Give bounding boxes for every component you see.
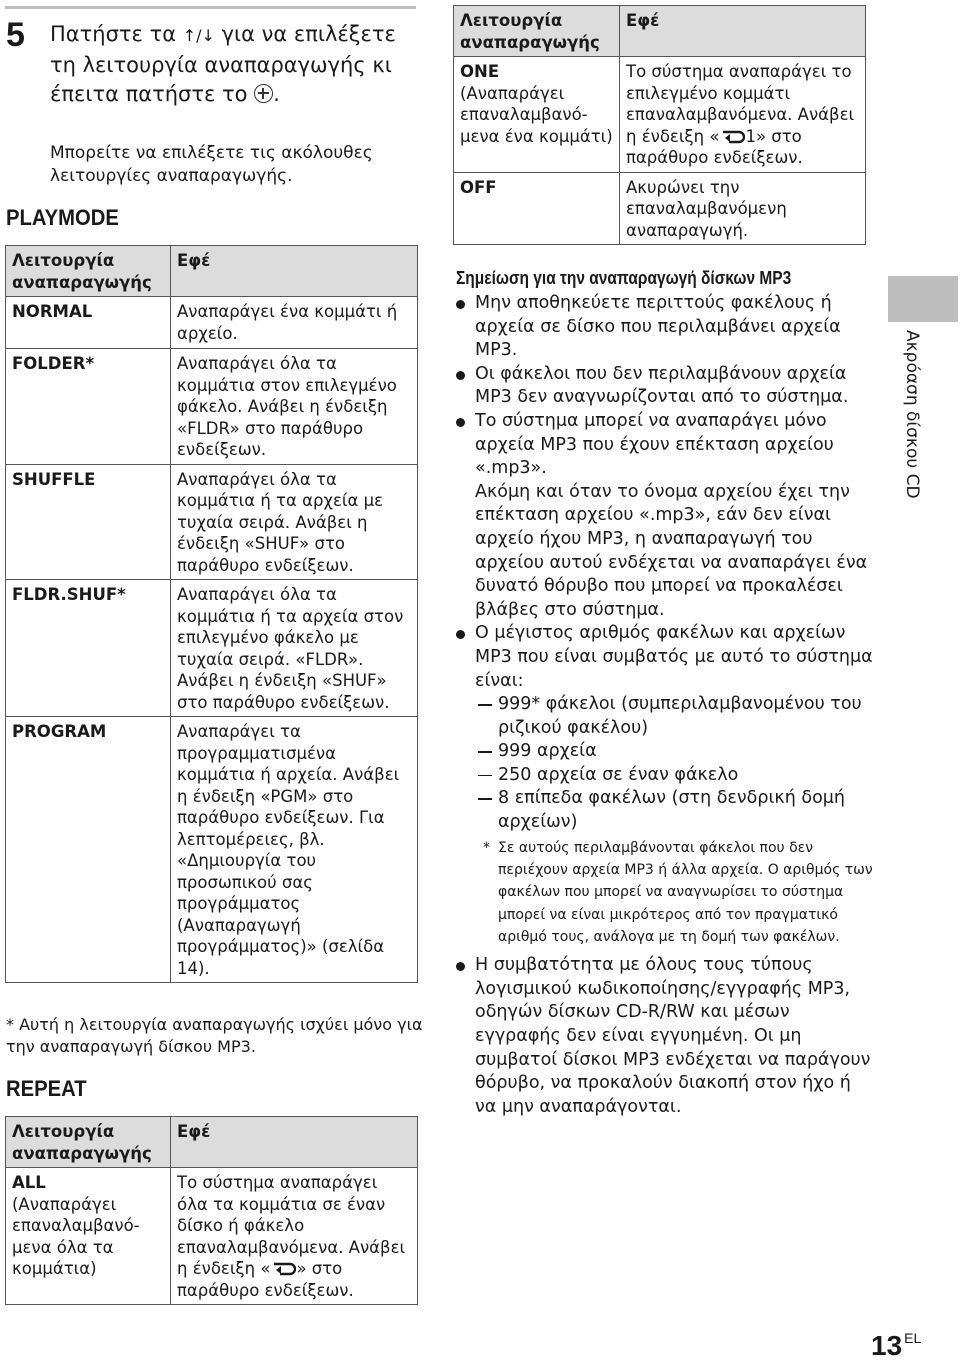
limits-list <box>475 693 875 835</box>
repeat-header-row <box>454 6 866 57</box>
effect-cell: Αναπαράγει ένα κομμάτι ή αρχείο. <box>171 297 418 349</box>
dash-item: 999* φάκελοι (συμπεριλαμβανομένου του ριζικού φακέλου) <box>475 693 875 740</box>
playmode-table <box>5 245 418 983</box>
repeat-one-icon <box>719 130 745 144</box>
table-row <box>454 172 866 245</box>
effect-cell <box>620 57 866 173</box>
side-tab-label: Ακρόαση δίσκου CD <box>902 330 922 499</box>
col-mode-header: Λειτουργία αναπαραγωγής <box>454 6 620 57</box>
repeat-header-row <box>6 1117 418 1168</box>
folder-footnote-text: Σε αυτούς περιλαμβάνονται φάκελοι που δεν περιέχουν αρχεία MP3 ή άλλα αρχεία. Ο αριθμός των φακέλων που μπορεί να αναγνωρίσει το σύστημα μπορεί να είναι μικρότερος από τον πραγματικό αριθμό τους, ανάλογα με τη δομή των φακέλων. <box>498 839 873 945</box>
enter-button-icon <box>254 84 273 103</box>
dash-item: 999 αρχεία <box>475 740 875 764</box>
table-row <box>454 57 866 173</box>
step-text-c: . <box>273 82 280 106</box>
table-row <box>6 464 418 580</box>
playmode-footnote: * Αυτή η λειτουργία αναπαραγωγής ισχύει μόνο για την αναπαραγωγή δίσκου MP3. <box>6 1015 423 1056</box>
up-down-arrows-icon: ↑/↓ <box>182 26 215 45</box>
dash-item: 250 αρχεία σε έναν φάκελο <box>475 764 875 788</box>
step-number: 5 <box>6 16 25 54</box>
mode-cell: FOLDER* <box>6 349 171 465</box>
step-instruction <box>50 20 410 110</box>
effect-all-text-a: Το σύστημα αναπαράγει όλα τα κομμάτια σε έναν δίσκο ή φάκελο επαναλαμβανόμενα. Ανάβει η ένδειξη « <box>177 1173 406 1278</box>
col-effect-header: Εφέ <box>171 1117 418 1168</box>
repeat-table-part1 <box>5 1116 418 1305</box>
effect-cell: Αναπαράγει τα προγραμματισμένα κομμάτια ή αρχεία. Ανάβει η ένδειξη «PGM» στο παράθυρο ενδείξεων. Για λεπτομέρειες, βλ. «Δημιουργία του προσωπικού σας προγράμματος (Αναπαραγωγή προγράμματος)» (σελίδα 14). <box>171 717 418 983</box>
page-number <box>871 1330 921 1362</box>
mp3-note-list <box>455 292 875 1119</box>
effect-one-text-a: Το σύστημα αναπαράγει το επιλεγμένο κομμάτι επαναλαμβανόμενα. Ανάβει η ένδειξη « <box>626 62 855 146</box>
mode-cell <box>454 57 620 173</box>
effect-cell: Αναπαράγει όλα τα κομμάτια ή τα αρχεία με τυχαία σειρά. Ανάβει η ένδειξη «SHUF» στο παράθυρο ενδείξεων. <box>171 464 418 580</box>
step-text-b: για να επιλέξετε τη λειτουργία αναπαραγωγής κι έπειτα πατήστε το <box>50 22 396 106</box>
table-row <box>6 717 418 983</box>
repeat-icon <box>270 1262 296 1276</box>
effect-one-text-b: » στο παράθυρο ενδείξεων. <box>626 126 803 167</box>
col-effect-header: Εφέ <box>620 6 866 57</box>
asterisk-icon: * <box>483 839 490 856</box>
mode-one-desc: (Αναπαράγει επαναλαμβανό-μενα ένα κομμάτι) <box>460 83 613 146</box>
table-row <box>6 1168 418 1305</box>
folder-footnote <box>475 837 875 948</box>
mode-cell: OFF <box>454 172 620 245</box>
list-item: Οι φάκελοι που δεν περιλαμβάνουν αρχεία MP3 δεν αναγνωρίζονται από το σύστημα. <box>455 363 875 410</box>
bullet3-text-b: Ακόμη και όταν το όνομα αρχείου έχει την επέκταση αρχείου «.mp3», εάν δεν είναι αρχείο ήχου MP3, η αναπαραγωγή του αρχείου αυτού ενδέχεται να αναπαράγει ένα δυνατό θόρυβο που μπορεί να προκαλέσει βλάβες στο σύστημα. <box>475 481 868 620</box>
page-number-value: 13 <box>871 1330 903 1361</box>
bullet3-text-a: Το σύστημα μπορεί να αναπαράγει μόνο αρχεία MP3 που έχουν επέκταση αρχείου «.mp3». <box>475 410 834 479</box>
list-item: Η συμβατότητα με όλους τους τύπους λογισμικού κωδικοποίησης/εγγραφής MP3, οδηγών δίσκων CD-R/RW και μέσων εγγραφής δεν είναι εγγυημένη. Οι μη συμβατοί δίσκοι MP3 ενδέχεται να παράγουν θόρυβο, να προκαλούν διακοπή στον ήχο ή να μην αναπαράγονται. <box>455 954 875 1119</box>
mp3-note-heading: Σημείωση για την αναπαραγωγή δίσκων MP3 <box>456 268 792 288</box>
effect-all-text-b: » στο παράθυρο ενδείξεων. <box>177 1259 354 1300</box>
top-rule <box>5 6 416 9</box>
mode-all-desc: (Αναπαράγει επαναλαμβανό-μενα όλα τα κομμάτια) <box>12 1194 140 1278</box>
col-mode-header: Λειτουργία αναπαραγωγής <box>6 246 171 297</box>
list-item <box>455 622 875 948</box>
mode-cell: FLDR.SHUF* <box>6 580 171 717</box>
playmode-header-row <box>6 246 418 297</box>
effect-cell: Ακυρώνει την επαναλαμβανόμενη αναπαραγωγή. <box>620 172 866 245</box>
list-item <box>455 410 875 622</box>
effect-cell: Αναπαράγει όλα τα κομμάτια ή τα αρχεία στον επιλεγμένο φάκελο με τυχαία σειρά. «FLDR». Ανάβει η ένδειξη «SHUF» στο παράθυρο ενδείξεων. <box>171 580 418 717</box>
repeat-one-number: 1 <box>745 126 756 146</box>
side-tab-marker <box>888 276 958 322</box>
playmode-heading: PLAYMODE <box>6 205 119 230</box>
mode-cell <box>6 1168 171 1305</box>
table-row <box>6 349 418 465</box>
repeat-heading: REPEAT <box>6 1076 87 1101</box>
page-language-suffix: EL <box>904 1330 922 1346</box>
step-text-a: Πατήστε τα <box>50 22 183 46</box>
table-row <box>6 297 418 349</box>
mode-all: ALL <box>12 1173 46 1192</box>
col-effect-header: Εφέ <box>171 246 418 297</box>
effect-cell <box>171 1168 418 1305</box>
bullet4-text: Ο μέγιστος αριθμός φακέλων και αρχείων MP3 που είναι συμβατός με αυτό το σύστημα είναι: <box>475 623 873 691</box>
mode-cell: NORMAL <box>6 297 171 349</box>
mode-cell: PROGRAM <box>6 717 171 983</box>
list-item: Μην αποθηκεύετε περιττούς φακέλους ή αρχεία σε δίσκο που περιλαμβάνει αρχεία MP3. <box>455 292 875 363</box>
mode-cell: SHUFFLE <box>6 464 171 580</box>
step-subtext: Μπορείτε να επιλέξετε τις ακόλουθες λειτουργίες αναπαραγωγής. <box>50 143 373 186</box>
table-row <box>6 580 418 717</box>
effect-cell: Αναπαράγει όλα τα κομμάτια στον επιλεγμένο φάκελο. Ανάβει η ένδειξη «FLDR» στο παράθυρο ενδείξεων. <box>171 349 418 465</box>
repeat-table-part2 <box>453 5 866 245</box>
mode-one: ONE <box>460 62 500 81</box>
dash-item: 8 επίπεδα φακέλων (στη δενδρική δομή αρχείων) <box>475 787 875 834</box>
col-mode-header: Λειτουργία αναπαραγωγής <box>6 1117 171 1168</box>
